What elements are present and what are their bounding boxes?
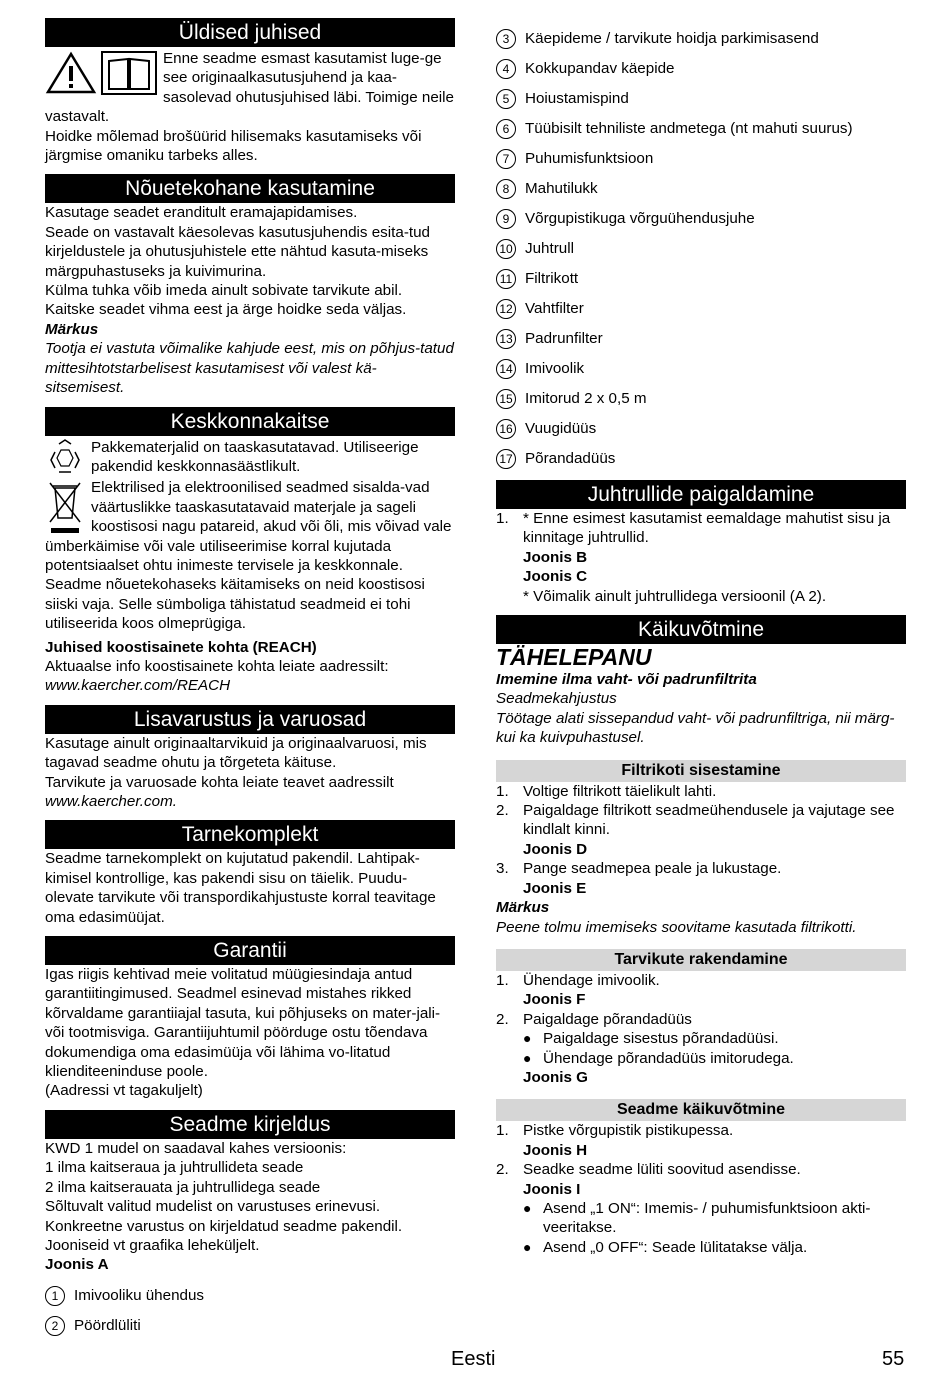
step-text: Pange seadmepea peale ja lukustage. <box>523 860 782 878</box>
operate-bullet-2 <box>496 1238 906 1257</box>
operate-step-1 <box>496 1121 906 1140</box>
attach-fig-f: Joonis F <box>523 991 586 1009</box>
accessories-url[interactable]: www.kaercher.com. <box>45 793 177 810</box>
intended-p2: Seade on vastavalt käesolevas kasutusjuhendis esita-tud kirjeldustele ja ohutusjuhistele ette nähtud kasuta-miseks märgpuhastuseks ja kuivimurina. <box>45 223 430 280</box>
step-text: Voltige filtrikott täielikult lahti. <box>523 782 717 800</box>
step-text: Paigaldage põrandadüüs <box>523 1010 692 1028</box>
bullet-text: Ühendage põrandadüüs imitorudega. <box>543 1049 794 1067</box>
part-number: 6 <box>496 119 516 139</box>
description-p1: KWD 1 mudel on saadaval kahes versioonis: <box>45 1139 347 1157</box>
part-item <box>496 294 906 324</box>
section-title-rollers: Juhtrullide paigaldamine <box>496 480 906 509</box>
attach-step-1 <box>496 971 906 990</box>
warning-manual-icons <box>45 51 157 95</box>
part-item <box>496 234 906 264</box>
part-item <box>496 144 906 174</box>
part-number: 5 <box>496 89 516 109</box>
crossed-bin-icon <box>45 478 85 536</box>
general-p1: Enne seadme esmast kasutamist luge-ge see originaalkasutusjuhend ja kaa-sasolevad ohutusjuhised läbi. Toimige neile vastavalt. <box>45 50 455 126</box>
part-label: Hoiustamispind <box>525 90 629 108</box>
part-number: 10 <box>496 239 516 259</box>
part-number: 14 <box>496 359 516 379</box>
part-item <box>496 54 906 84</box>
part-label: Juhtrull <box>525 240 574 258</box>
part-number: 15 <box>496 389 516 409</box>
part-label: Kokkupandav käepide <box>525 60 675 78</box>
bullet-icon: ● <box>523 1049 532 1066</box>
warning-triangle-icon <box>45 51 97 95</box>
step-text: * Enne esimest kasutamist eemaldage mahutist sisu ja kinnitage juhtrullid. <box>523 510 891 547</box>
warning-text: Töötage alati sissepandud vaht- või padrunfiltriga, nii märg- kui ka kuivpuhastusel. <box>496 709 895 747</box>
bullet-icon: ● <box>523 1030 532 1047</box>
part-number: 12 <box>496 299 516 319</box>
part-item <box>496 114 906 144</box>
subsection-title-operate: Seadme käikuvõtmine <box>496 1099 906 1121</box>
right-column <box>496 24 906 1257</box>
filterbag-step-3 <box>496 859 906 878</box>
filterbag-fig-e: Joonis E <box>523 879 587 897</box>
section-title-accessories: Lisavarustus ja varuosad <box>45 705 455 734</box>
parts-list <box>496 24 906 474</box>
operate-fig-i: Joonis I <box>523 1180 581 1198</box>
attach-bullet-2 <box>496 1049 906 1068</box>
filterbag-step-1 <box>496 782 906 801</box>
page-number: 55 <box>882 1348 905 1370</box>
part-number: 2 <box>45 1316 65 1336</box>
section-title-description: Seadme kirjeldus <box>45 1110 455 1139</box>
subsection-title-attach: Tarvikute rakendamine <box>496 949 906 971</box>
operate-step-2 <box>496 1160 906 1179</box>
attach-bullet-1 <box>496 1029 906 1048</box>
part-number: 16 <box>496 419 516 439</box>
part-label: Võrgupistikuga võrguühendusjuhe <box>525 210 755 228</box>
recycle-icon <box>45 438 85 476</box>
manual-book-icon <box>101 51 157 95</box>
section-title-scope: Tarnekomplekt <box>45 820 455 849</box>
part-number: 4 <box>496 59 516 79</box>
part-item <box>496 204 906 234</box>
reach-url[interactable]: www.kaercher.com/REACH <box>45 677 231 695</box>
part-item <box>496 264 906 294</box>
part-label: Filtrikott <box>525 270 579 288</box>
general-p2: Hoidke mõlemad brošüürid hilisemaks kasutamiseks või järgmise omaniku tarbeks alles. <box>45 127 422 165</box>
part-number: 17 <box>496 449 516 469</box>
attach-step-2 <box>496 1010 906 1029</box>
step-number: 1. <box>496 510 509 527</box>
part-item <box>496 84 906 114</box>
part-number: 11 <box>496 269 516 289</box>
step-text: Ühendage imivoolik. <box>523 971 660 989</box>
env-p1: Pakkematerjalid on taaskasutatavad. Utiliseerige pakendid keskkonnasäästlikult. <box>91 438 419 475</box>
part-item <box>496 174 906 204</box>
filterbag-note: Peene tolmu imemiseks soovitame kasutada filtrikotti. <box>496 918 857 936</box>
intended-p3: Külma tuhka võib imeda ainult sobivate tarvikute abil. <box>45 282 403 300</box>
step-number: 2. <box>496 1161 509 1179</box>
part-label: Imivooliku ühendus <box>74 1287 205 1305</box>
step-number: 3. <box>496 860 509 878</box>
warning-bold: Imemine ilma vaht- või padrunfiltrita <box>496 671 757 689</box>
part-item <box>45 1311 455 1341</box>
rollers-step-1 <box>496 509 906 548</box>
step-text: Pistke võrgupistik pistikupessa. <box>523 1122 734 1140</box>
rollers-note: * Võimalik ainult juhtrullidega versioonil (A 2). <box>523 587 827 605</box>
part-label: Käepideme / tarvikute hoidja parkimisasend <box>525 30 819 48</box>
part-item <box>496 354 906 384</box>
part-item <box>496 444 906 474</box>
part-item <box>45 1281 455 1311</box>
section-title-env: Keskkonnakaitse <box>45 407 455 436</box>
part-label: Imivoolik <box>525 360 585 378</box>
part-label: Vuugidüüs <box>525 420 597 438</box>
warning-heading: TÄHELEPANU <box>496 644 652 671</box>
bullet-icon: ● <box>523 1238 532 1255</box>
step-number: 2. <box>496 1010 509 1028</box>
filterbag-note-label: Märkus <box>496 899 550 917</box>
part-number: 3 <box>496 29 516 49</box>
intended-p4: Kaitske seadet vihma eest ja ärge hoidke seda väljas. <box>45 301 407 319</box>
warranty-p2: (Aadressi vt tagakuljelt) <box>45 1082 203 1100</box>
subsection-title-filterbag: Filtrikoti sisestamine <box>496 760 906 782</box>
intended-note: Tootja ei vastuta võimalike kahjude eest, mis on põhjus-tatud mittesihtotstarbelisest kasutamisest või valest kä-sitsemisest. <box>45 340 454 397</box>
left-column <box>45 18 455 1341</box>
bullet-text: Asend „1 ON“: Imemis- / puhumisfunktsioon akti-veeritakse. <box>543 1199 871 1237</box>
env-p2: Elektrilised ja elektroonilised seadmed sisalda-vad väärtuslikke taaskasutatavaid materjale ja sageli koostisosi nagu patareid, akud või õli, mis võivad vale ümberkäimise või vale utiliseerimise korral kujutada potentsiaalset ohtu inimeste tervisele ja keskkonnale. Seadme nõuetekohaseks käitamiseks on neid koostisosi siiski vaja. Selle sümboliga tähistatud seadmeid ei tohi utiliseerida koos olmeprügiga. <box>45 479 452 633</box>
part-number: 9 <box>496 209 516 229</box>
accessories-p2: Tarvikute ja varuosade kohta leiate teavet aadressilt <box>45 773 394 791</box>
bullet-text: Paigaldage sisestus põrandadüüsi. <box>543 1030 779 1048</box>
step-text: Seadke seadme lüliti soovitud asendisse. <box>523 1161 801 1179</box>
part-number: 13 <box>496 329 516 349</box>
part-label: Padrunfilter <box>525 330 603 348</box>
part-label: Imitorud 2 x 0,5 m <box>525 390 647 408</box>
step-text: Paigaldage filtrikott seadmeühendusele ja vajutage see kindlalt kinni. <box>523 802 895 839</box>
section-title-general: Üldised juhised <box>45 18 455 47</box>
warning-sub: Seadmekahjustus <box>496 690 617 708</box>
accessories-p1: Kasutage ainult originaaltarvikuid ja originaalvaruosi, mis tagavad seadme ohutu ja tõrgeteta käituse. <box>45 734 427 772</box>
part-label: Puhumisfunktsioon <box>525 150 654 168</box>
description-p5: Jooniseid vt graafika leheküljelt. <box>45 1236 260 1254</box>
part-item <box>496 324 906 354</box>
part-number: 8 <box>496 179 516 199</box>
step-number: 1. <box>496 971 509 989</box>
warranty-p1: Igas riigis kehtivad meie volitatud müügiesindaja antud garantiitingimused. Seadmel esinevad mistahes rikked kõrvaldame garantiiajal tasuta, kui põhjuseks on mater-jali- või tootmisviga. Garantiijuhtumil pöörduge ostu tõendava dokumendiga oma edasimüüja või lähima vo-litatud klienditeeninduse poole. <box>45 966 441 1081</box>
operate-fig-h: Joonis H <box>523 1141 588 1159</box>
description-p4: Sõltuvalt valitud mudelist on varustuses erinevusi. Konkreetne varustus on kirjeldatud seadme pakendil. <box>45 1198 403 1235</box>
part-item <box>496 414 906 444</box>
footer-language: Eesti <box>451 1348 496 1370</box>
section-title-startup: Käikuvõtmine <box>496 615 906 644</box>
part-item <box>496 384 906 414</box>
part-number: 7 <box>496 149 516 169</box>
reach-text: Aktuaalse info koostisainete kohta leiate aadressilt: <box>45 657 389 675</box>
part-label: Mahutilukk <box>525 180 598 198</box>
part-label: Vahtfilter <box>525 300 584 318</box>
intended-note-label: Märkus <box>45 320 99 338</box>
bullet-icon: ● <box>523 1199 532 1216</box>
part-label: Tüübisilt tehniliste andmetega (nt mahuti suurus) <box>525 120 853 138</box>
bullet-text: Asend „0 OFF“: Seade lülitatakse välja. <box>543 1238 808 1256</box>
step-number: 1. <box>496 1122 509 1140</box>
operate-bullet-1 <box>496 1199 906 1238</box>
intended-p1: Kasutage seadet eranditult eramajapidamises. <box>45 204 358 222</box>
rollers-fig-c: Joonis C <box>523 568 588 586</box>
scope-p1: Seadme tarnekomplekt on kujutatud pakendil. Lahtipak-kimisel kontrollige, kas pakendi sisu on täielik. Puudu-olevate tarvikute või transpordikahjustuste korral teavitage oma edasimüüjat. <box>45 850 436 926</box>
description-p2: 1 ilma kaitseraua ja juhtrullideta seade <box>45 1159 304 1177</box>
filterbag-step-2 <box>496 801 906 840</box>
description-p3: 2 ilma kaitserauata ja juhtrullidega seade <box>45 1178 321 1196</box>
filterbag-fig-d: Joonis D <box>523 840 588 858</box>
reach-title: Juhised koostisainete kohta (REACH) <box>45 638 317 656</box>
attach-fig-g: Joonis G <box>523 1068 588 1086</box>
section-title-intended: Nõuetekohane kasutamine <box>45 174 455 203</box>
step-number: 1. <box>496 782 509 800</box>
section-title-warranty: Garantii <box>45 936 455 965</box>
step-number: 2. <box>496 802 509 820</box>
part-item <box>496 24 906 54</box>
rollers-fig-b: Joonis B <box>523 548 588 566</box>
description-fig: Joonis A <box>45 1256 109 1274</box>
part-number: 1 <box>45 1286 65 1306</box>
part-label: Pöördlüliti <box>74 1317 141 1335</box>
part-label: Põrandadüüs <box>525 450 616 468</box>
